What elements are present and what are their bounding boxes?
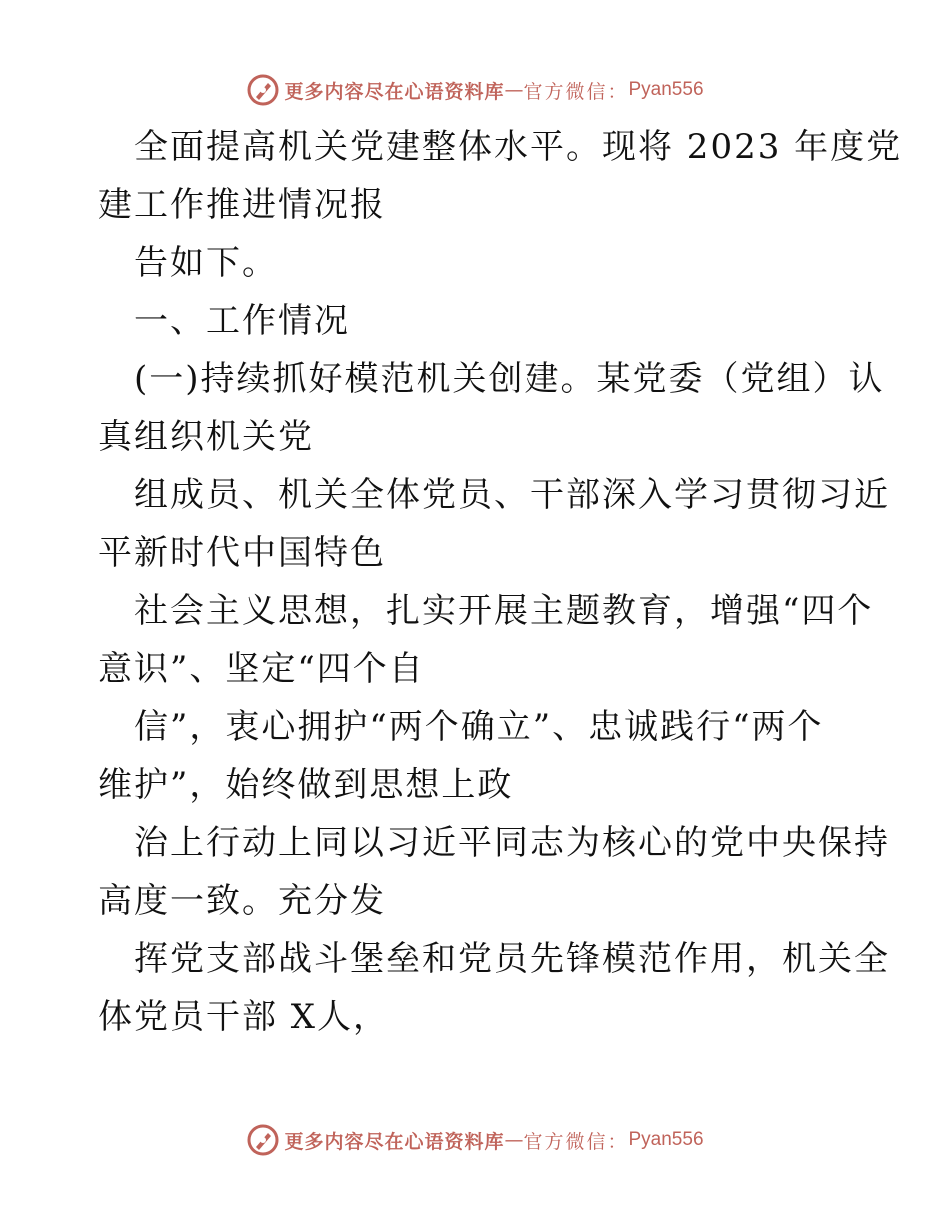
- text-line: 体党员干部 X人，: [98, 997, 390, 1037]
- watermark-sub-text: 官方微信：: [523, 80, 629, 103]
- text-line: 维护”，始终做到思想上政: [98, 765, 514, 805]
- text-line: 治上行动上同以习近平同志为核心的党中央保持: [134, 823, 890, 863]
- watermark-main-text: 更多内容尽在心语资料库: [284, 1130, 505, 1153]
- pen-logo-icon: [246, 1123, 280, 1157]
- text-line: 信”，衷心拥护“两个确立”、忠诚践行“两个: [134, 707, 824, 747]
- footer-watermark: [0, 1120, 950, 1160]
- text-line: 挥党支部战斗堡垒和党员先锋模范作用，机关全: [134, 939, 890, 979]
- text-line: 全面提高机关党建整体水平。现将 2023 年度党: [134, 127, 903, 167]
- text-line: 社会主义思想，扎实开展主题教育，增强“四个: [134, 591, 874, 631]
- watermark-id: Pyan556: [628, 79, 704, 100]
- text-line: (一)持续抓好模范机关创建。某党委（党组）认: [134, 359, 885, 399]
- text-line: 建工作推进情况报: [98, 185, 386, 225]
- text-line: 一、工作情况: [134, 301, 350, 341]
- watermark-main-text: 更多内容尽在心语资料库: [284, 80, 505, 103]
- watermark-dash: —: [504, 1129, 524, 1151]
- header-watermark: [0, 70, 950, 110]
- text-line: 组成员、机关全体党员、干部深入学习贯彻习近: [134, 475, 890, 515]
- watermark-dash: —: [504, 79, 524, 101]
- text-line: 平新时代中国特色: [98, 533, 386, 573]
- watermark-id: Pyan556: [628, 1129, 704, 1150]
- text-line: 真组织机关党: [98, 417, 314, 457]
- pen-logo-icon: [246, 73, 280, 107]
- document-body: [98, 118, 903, 1046]
- watermark-sub-text: 官方微信：: [523, 1130, 629, 1153]
- text-line: 高度一致。充分发: [98, 881, 386, 921]
- text-line: 告如下。: [134, 243, 278, 283]
- text-line: 意识”、坚定“四个自: [98, 649, 425, 689]
